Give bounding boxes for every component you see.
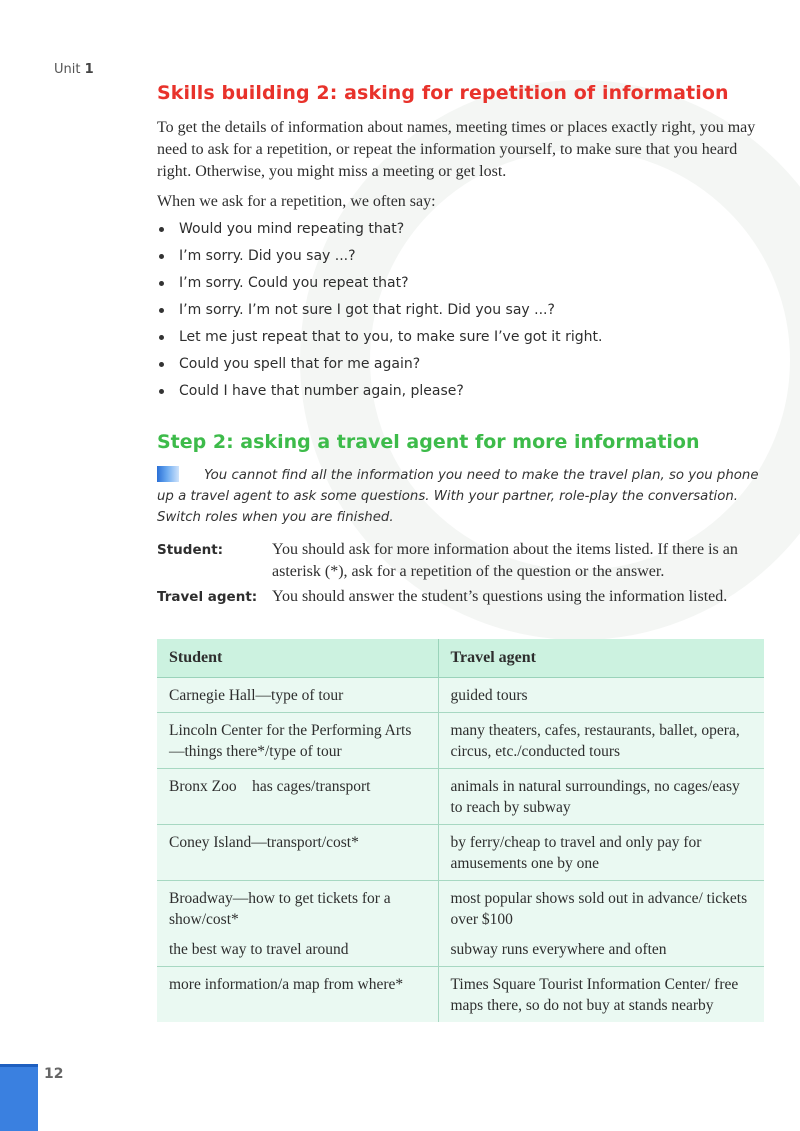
agent-cell: animals in natural surroundings, no cages/easy to reach by subway	[438, 769, 764, 825]
list-item	[157, 380, 767, 407]
agent-cell: many theaters, cafes, restaurants, ballet, opera, circus, etc./conducted tours	[438, 713, 764, 769]
list-item	[157, 326, 767, 353]
phrase-text: I’m sorry. Did you say ...?	[179, 248, 356, 264]
travel-info-table	[157, 639, 764, 1022]
phrase-text: Let me just repeat that to you, to make sure I’ve got it right.	[179, 329, 603, 345]
table-row	[157, 678, 764, 713]
role-description: You should ask for more information about the items listed. If there is an asterisk (*), ask for a repetition of the question or the answer.	[272, 541, 738, 580]
bullet-icon	[159, 389, 164, 394]
list-item	[157, 353, 767, 380]
page-edge-tab-border	[0, 1064, 38, 1067]
agent-cell: guided tours	[438, 678, 764, 713]
list-item	[157, 272, 767, 299]
repetition-phrase-list	[157, 218, 767, 407]
role-name: Student:	[157, 542, 224, 558]
table-header-row	[157, 639, 764, 678]
phrase-text: Would you mind repeating that?	[179, 221, 405, 237]
phrase-text: Could I have that number again, please?	[179, 383, 464, 399]
column-header-student: Student	[157, 639, 438, 678]
table-row	[157, 881, 764, 933]
page-number: 12	[44, 1066, 64, 1082]
list-item	[157, 245, 767, 272]
step-heading: Step 2: asking a travel agent for more information	[157, 431, 700, 453]
table-row	[157, 713, 764, 769]
student-cell: Bronx Zoo has cages/transport	[157, 769, 438, 825]
bullet-icon	[159, 227, 164, 232]
column-header-travel-agent: Travel agent	[438, 639, 764, 678]
role-descriptions	[157, 539, 769, 611]
bullet-icon	[159, 308, 164, 313]
table-row	[157, 825, 764, 881]
table-row	[157, 967, 764, 1023]
student-cell: the best way to travel around	[157, 932, 438, 967]
agent-cell: subway runs everywhere and often	[438, 932, 764, 967]
table-row	[157, 932, 764, 967]
unit-word: Unit	[54, 62, 81, 77]
bullet-icon	[159, 281, 164, 286]
list-item	[157, 218, 767, 245]
student-cell: Coney Island—transport/cost*	[157, 825, 438, 881]
student-cell: more information/a map from where*	[157, 967, 438, 1023]
phrase-text: I’m sorry. I’m not sure I got that right. Did you say ...?	[179, 302, 555, 318]
bullet-icon	[159, 335, 164, 340]
page-edge-tab	[0, 1064, 38, 1131]
role-row-travel-agent	[157, 586, 769, 608]
student-cell: Lincoln Center for the Performing Arts—things there*/type of tour	[157, 713, 438, 769]
phrase-text: I’m sorry. Could you repeat that?	[179, 275, 409, 291]
table-row	[157, 769, 764, 825]
role-name: Travel agent:	[157, 589, 258, 605]
student-cell: Carnegie Hall—type of tour	[157, 678, 438, 713]
unit-label	[54, 62, 94, 77]
role-row-student	[157, 539, 769, 583]
role-description: You should answer the student’s questions using the information listed.	[272, 588, 728, 605]
skills-heading: Skills building 2: asking for repetition of information	[157, 82, 729, 104]
student-cell: Broadway—how to get tickets for a show/cost*	[157, 881, 438, 933]
phrase-text: Could you spell that for me again?	[179, 356, 421, 372]
unit-number: 1	[84, 62, 94, 77]
step-instruction: You cannot find all the information you need to make the travel plan, so you phone up a travel agent to ask some questions. With your partner, role-play the conversation. Switch roles when you are finished.	[157, 468, 759, 525]
bullet-icon	[159, 254, 164, 259]
skills-lead-sentence: When we ask for a repetition, we often say:	[157, 193, 436, 210]
bullet-icon	[159, 362, 164, 367]
agent-cell: by ferry/cheap to travel and only pay for amusements one by one	[438, 825, 764, 881]
agent-cell: most popular shows sold out in advance/ tickets over $100	[438, 881, 764, 933]
skills-intro-paragraph: To get the details of information about names, meeting times or places exactly right, you may need to ask for a repetition, or repeat the information yourself, to make sure that you heard right. Otherwise, you might miss a meeting or get lost.	[157, 119, 756, 180]
agent-cell: Times Square Tourist Information Center/ free maps there, so do not buy at stands nearby	[438, 967, 764, 1023]
list-item	[157, 299, 767, 326]
